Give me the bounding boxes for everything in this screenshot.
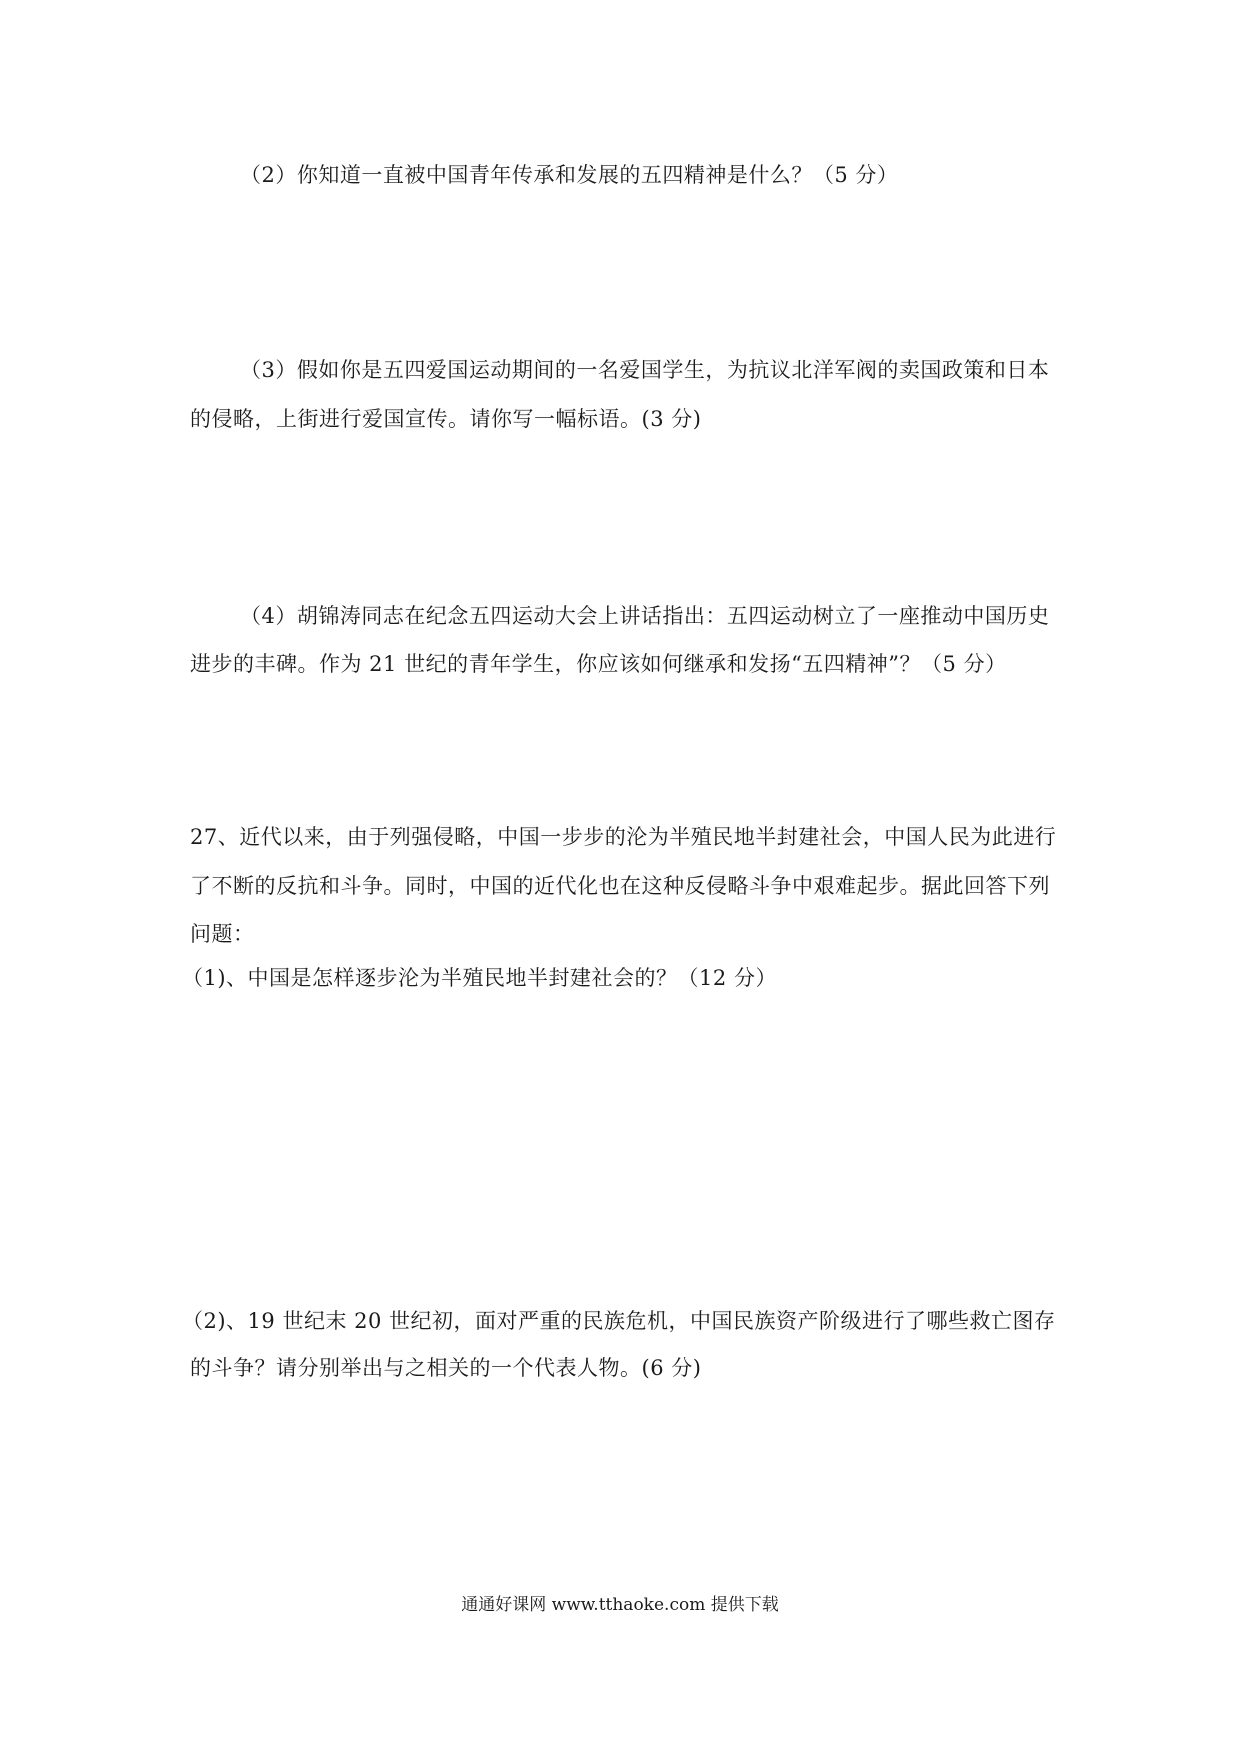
question-4-line-2: 进步的丰碑。作为 21 世纪的青年学生，你应该如何继承和发扬“五四精神”？（5 分） bbox=[190, 652, 1007, 676]
question-3-line-2: 的侵略，上街进行爱国宣传。请你写一幅标语。(3 分) bbox=[190, 407, 702, 431]
question-27-sub-2-line-2: 的斗争？请分别举出与之相关的一个代表人物。(6 分) bbox=[190, 1356, 702, 1380]
page-footer: 通通好课网 www.tthaoke.com 提供下载 bbox=[461, 1595, 779, 1615]
question-27-line-3: 问题： bbox=[190, 922, 255, 946]
question-3-line-1: （3）假如你是五四爱国运动期间的一名爱国学生，为抗议北洋军阀的卖国政策和日本 bbox=[240, 358, 1050, 382]
question-27-line-2: 了不断的反抗和斗争。同时，中国的近代化也在这种反侵略斗争中艰难起步。据此回答下列 bbox=[190, 874, 1050, 898]
question-27-line-1: 27、近代以来，由于列强侵略，中国一步步的沦为半殖民地半封建社会，中国人民为此进行 bbox=[190, 825, 1057, 849]
question-4-line-1: （4）胡锦涛同志在纪念五四运动大会上讲话指出：五四运动树立了一座推动中国历史 bbox=[240, 604, 1050, 628]
question-2-text: （2）你知道一直被中国青年传承和发展的五四精神是什么？（5 分） bbox=[240, 163, 899, 187]
question-27-sub-1: （1)、中国是怎样逐步沦为半殖民地半封建社会的？（12 分） bbox=[182, 966, 777, 990]
question-27-sub-2-line-1: （2)、19 世纪末 20 世纪初，面对严重的民族危机，中国民族资产阶级进行了哪些救亡图存 bbox=[182, 1309, 1056, 1333]
